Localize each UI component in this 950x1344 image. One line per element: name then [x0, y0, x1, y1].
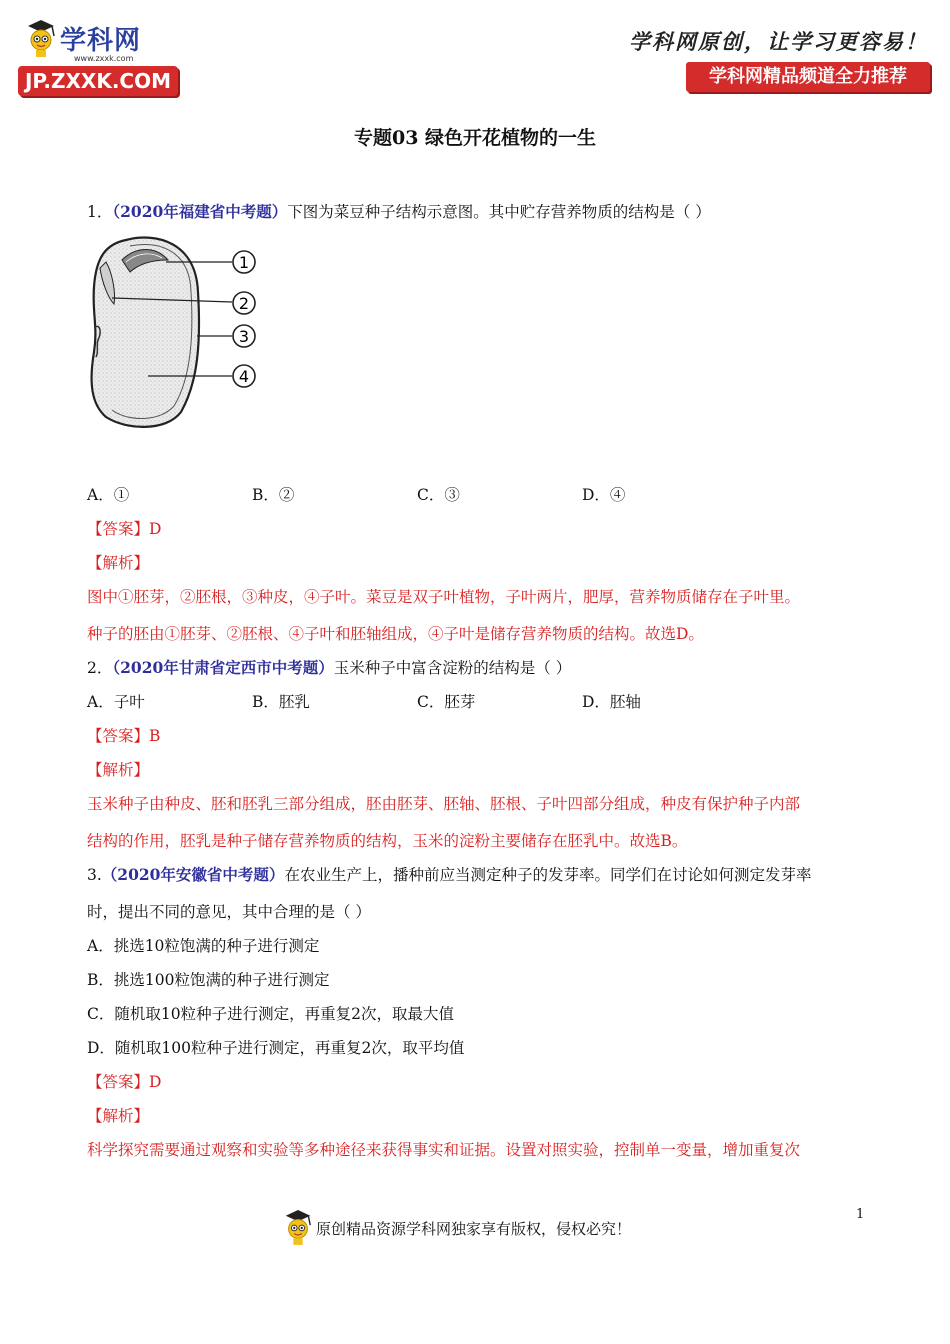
- question-2-analysis-line: 玉米种子由种皮、胚和胚乳三部分组成，胚由胚芽、胚轴、胚根、子叶四部分组成，种皮有保护种子内部: [87, 795, 801, 813]
- question-text: 在农业生产上，播种前应当测定种子的发芽率。同学们在讨论如何测定发芽率: [284, 866, 812, 884]
- question-number: 2．: [87, 659, 113, 677]
- option-d[interactable]: D．胚轴: [582, 693, 641, 711]
- question-1-answer: 【答案】D: [87, 520, 162, 538]
- svg-text:2: 2: [238, 294, 250, 313]
- question-3-stem: [87, 865, 811, 885]
- page-number: 1: [856, 1207, 865, 1222]
- mascot-icon: [24, 18, 58, 58]
- question-3-analysis-line: 科学探究需要通过观察和实验等多种途径来获得事实和证据。设置对照实验，控制单一变量，增加重复次: [87, 1141, 801, 1159]
- option-b[interactable]: B．挑选100粒饱满的种子进行测定: [87, 971, 330, 989]
- site-logo[interactable]: [18, 12, 183, 98]
- question-2-analysis-label: 【解析】: [87, 761, 150, 779]
- option-b[interactable]: B．②: [252, 486, 295, 504]
- page-title: 专题03 绿色开花植物的一生: [353, 127, 597, 149]
- option-b[interactable]: B．胚乳: [252, 693, 310, 711]
- diagram-label-2: [233, 292, 255, 314]
- question-1-stem: [87, 202, 711, 222]
- logo-url: www.zxxk.com: [74, 54, 134, 63]
- question-text: 下图为菜豆种子结构示意图。其中贮存营养物质的结构是（ ）: [287, 203, 711, 221]
- question-source: （2020年安徽省中考题）: [101, 865, 285, 884]
- question-2-stem: [87, 658, 571, 678]
- question-3-analysis-label: 【解析】: [87, 1107, 150, 1125]
- question-2-options: [87, 692, 787, 712]
- question-text: 玉米种子中富含淀粉的结构是（ ）: [333, 659, 572, 677]
- diagram-label-1: [233, 251, 255, 273]
- question-source: （2020年福建省中考题）: [112, 202, 288, 221]
- diagram-label-4: [233, 365, 255, 387]
- question-2-analysis-line: 结构的作用，胚乳是种子储存营养物质的结构，玉米的淀粉主要储存在胚乳中。故选B。: [87, 832, 688, 850]
- question-1-options: [87, 485, 787, 505]
- footer-copyright: 原创精品资源学科网独家享有版权，侵权必究！: [316, 1220, 632, 1238]
- logo-badge: JP.ZXXK.COM: [18, 66, 178, 96]
- option-d[interactable]: D．随机取100粒种子进行测定，再重复2次，取平均值: [87, 1039, 465, 1057]
- svg-text:4: 4: [238, 367, 250, 386]
- svg-text:1: 1: [238, 253, 250, 272]
- option-c[interactable]: C．胚芽: [417, 693, 476, 711]
- question-1-analysis-label: 【解析】: [87, 554, 150, 572]
- question-2-answer: 【答案】B: [87, 727, 161, 745]
- option-a[interactable]: A．挑选10粒饱满的种子进行测定: [87, 937, 320, 955]
- header-slogan: 学科网原创，让学习更容易！: [629, 29, 928, 54]
- question-1-analysis-line: 图中①胚芽，②胚根，③种皮，④子叶。菜豆是双子叶植物，子叶两片，肥厚，营养物质储存在子叶里。: [87, 588, 801, 606]
- question-number: 1．: [87, 203, 113, 221]
- option-a[interactable]: A．子叶: [87, 693, 145, 711]
- logo-text: 学科网: [60, 26, 142, 56]
- option-c[interactable]: C．随机取10粒种子进行测定，再重复2次，取最大值: [87, 1005, 454, 1023]
- question-number: 3.: [87, 866, 102, 884]
- option-c[interactable]: C．③: [417, 486, 460, 504]
- mascot-icon: [282, 1208, 314, 1246]
- question-3-stem-cont: 时，提出不同的意见，其中合理的是（ ）: [87, 903, 371, 921]
- option-d[interactable]: D．④: [582, 486, 626, 504]
- question-1-analysis-line: 种子的胚由①胚芽、②胚根、④子叶和胚轴组成，④子叶是储存营养物质的结构。故选D。: [87, 625, 704, 643]
- option-a[interactable]: A．①: [87, 486, 130, 504]
- question-source: （2020年甘肃省定西市中考题）: [112, 658, 334, 677]
- header-recommend-banner[interactable]: 学科网精品频道全力推荐: [686, 62, 930, 92]
- diagram-label-3: [233, 325, 255, 347]
- bean-seed-diagram: [86, 232, 276, 432]
- question-3-answer: 【答案】D: [87, 1073, 162, 1091]
- svg-text:3: 3: [238, 327, 250, 346]
